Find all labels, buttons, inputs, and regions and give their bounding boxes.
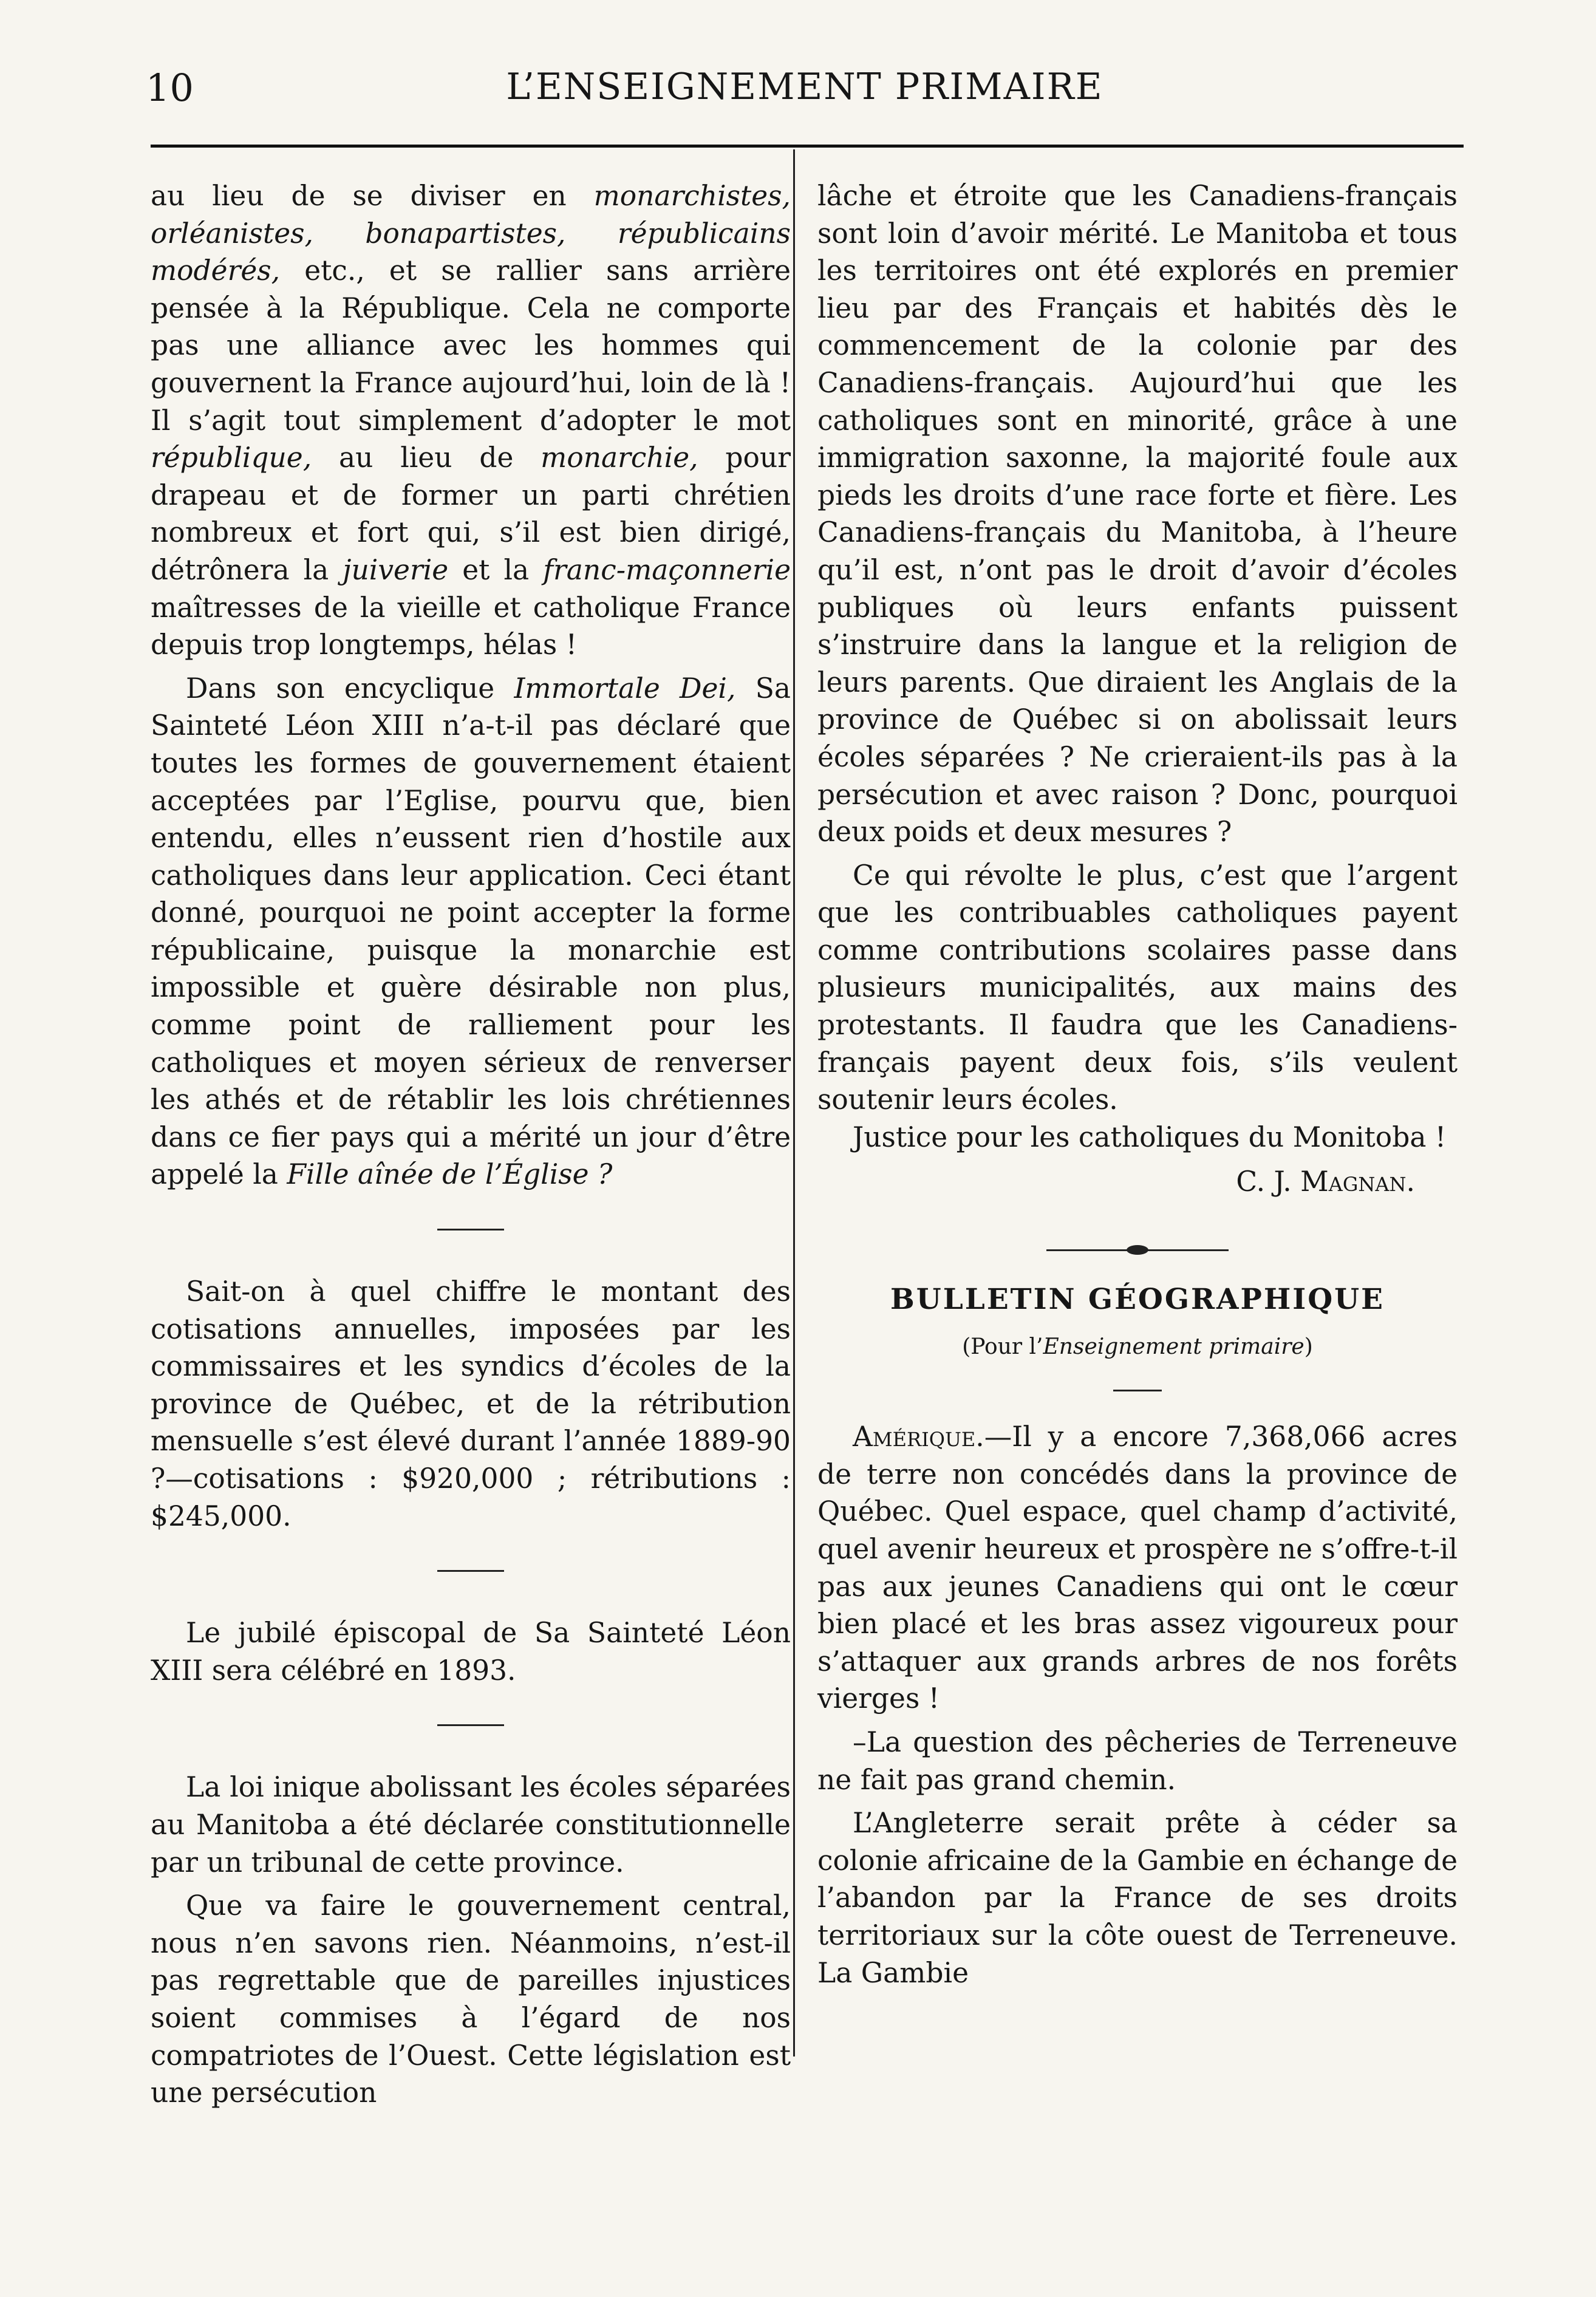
header-rule: [151, 145, 1464, 148]
journal-title: L’ENSEIGNEMENT PRIMAIRE: [506, 66, 1103, 108]
paragraph: La loi inique abolissant les écoles séparées au Manitoba a été déclarée constitutionnelle par un tribunal de cette province.: [151, 1771, 791, 1879]
text-run: (Pour l’: [962, 1334, 1043, 1359]
italic-run: franc-maçonnerie: [543, 553, 791, 586]
signature: C. J. Magnan.: [1236, 1166, 1415, 1198]
text-run: ): [1304, 1334, 1313, 1359]
paragraph: Sait-on à quel chiffre le montant des cotisations annuelles, imposées par les commissaires et les syndics d’écoles de la province de Québec, et de la rétribution mensuelle s’est élevé durant l’année 1889-90 ?—cotisations : $920,000 ; rétributions : $245,000.: [151, 1275, 791, 1532]
italic-run: juiverie: [343, 553, 449, 586]
text-run: Dans son encyclique: [186, 672, 514, 705]
ornament-dot: [1127, 1245, 1148, 1255]
left-column: [151, 177, 791, 2112]
column-rule: [793, 149, 795, 2056]
page-number: 10: [146, 66, 194, 110]
text-run: Sa Sainteté Léon XIII n’a-t-il pas déclaré que toutes les formes de gouvernement étaient acceptées par l’Eglise, pourvu que, bien entendu, elles n’eussent rien d’hostile aux catholiques dans leur application. Ceci étant donné, pourquoi ne point accepter la forme républicaine, puisque la monarchie est impossible et guère désirable non plus, comme point de ralliement pour les catholiques et moyen sérieux de renverser les athés et de rétablir les lois chrétiennes dans ce fier pays qui a mérité un jour d’être appelé la: [151, 672, 791, 1191]
italic-run: monarchistes, orléanistes, bonapartistes, républicains modérés,: [151, 180, 791, 287]
small-caps-run: Amérique.: [853, 1421, 984, 1453]
paragraph: lâche et étroite que les Canadiens-français sont loin d’avoir mérité. Le Manitoba et tous les territoires ont été explorés en premier lieu par des Français et habités dès le commencement de la colonie par des Canadiens-français. Aujourd’hui que les catholiques sont en minorité, grâce à une immigration saxonne, la majorité foule aux pieds les droits d’une race forte et fière. Les Canadiens-français du Manitoba, à l’heure qu’il est, n’ont pas le droit d’avoir d’écoles publiques où leurs enfants puissent s’instruire dans la langue et la religion de leurs parents. Que diraient les Anglais de la province de Québec si on abolissait leurs écoles séparées ? Ne crieraient-ils pas à la persécution et avec raison ? Donc, pourquoi deux poids et deux mesures ?: [817, 180, 1458, 848]
italic-run: Enseignement primaire: [1043, 1334, 1304, 1359]
page-header: [146, 66, 1464, 114]
right-column: [817, 177, 1458, 1992]
separator-rule: [437, 1229, 504, 1230]
paragraph: [817, 1418, 1458, 1718]
italic-run: Fille aînée de l’Église ?: [287, 1158, 613, 1191]
section-subtitle: [817, 1328, 1458, 1366]
ornamental-rule: [1046, 1243, 1229, 1257]
text-run: au lieu de: [312, 442, 541, 474]
separator-rule: [437, 1570, 504, 1572]
paragraph: [151, 670, 791, 1193]
text-run: et la: [448, 553, 544, 586]
text-run: —Il y a encore 7,368,066 acres de terre non concédés dans la province de Québec. Quel espace, quel champ d’activité, quel avenir heureux et prospère ne s’offre-t-il pas aux jeunes Canadiens qui ont le cœur bien placé et les bras assez vigoureux pour s’attaquer aux grands arbres de nos forêts vierges !: [817, 1421, 1458, 1715]
italic-run: Immortale Dei,: [514, 672, 736, 705]
text-run: pour drapeau et de former un parti chrétien nombreux et fort qui, s’il est bien dirigé, détrônera la: [151, 442, 791, 586]
paragraph: Ce qui révolte le plus, c’est que l’argent que les contribuables catholiques payent comme contributions scolaires passe dans plusieurs municipalités, aux mains des protestants. Il faudra que les Canadiens-français payent deux fois, s’ils veulent soutenir leurs écoles.: [817, 859, 1458, 1116]
italic-run: monarchie,: [541, 442, 698, 474]
paragraph: [151, 177, 791, 664]
section-title: BULLETIN GÉOGRAPHIQUE: [890, 1283, 1385, 1317]
paragraph: –La question des pêcheries de Terreneuve ne fait pas grand chemin.: [817, 1725, 1458, 1796]
paragraph: Le jubilé épiscopal de Sa Sainteté Léon XIII sera célébré en 1893.: [151, 1617, 791, 1687]
separator-rule: [437, 1724, 504, 1726]
text-run: etc., et se rallier sans arrière pensée à la République. Cela ne comporte pas une alliance avec les hommes qui gouvernent la France aujourd’hui, loin de là ! Il s’agit tout simplement d’adopter le mot: [151, 254, 791, 437]
paragraph: L’Angleterre serait prête à céder sa colonie africaine de la Gambie en échange de l’abandon par la France de ses droits territoriaux sur la côte ouest de Terreneuve. La Gambie: [817, 1807, 1458, 1989]
paragraph: Que va faire le gouvernement central, nous n’en savons rien. Néanmoins, n’est-il pas regrettable que de pareilles injustices soient commises à l’égard de nos compatriotes de l’Ouest. Cette législation est une persécution: [151, 1889, 791, 2109]
text-run: au lieu de se diviser en: [151, 180, 594, 212]
text-run: maîtresses de la vieille et catholique France depuis trop longtemps, hélas !: [151, 591, 791, 661]
italic-run: république,: [151, 442, 312, 474]
separator-rule: [1113, 1390, 1162, 1391]
paragraph: Justice pour les catholiques du Monitoba !: [853, 1121, 1447, 1153]
